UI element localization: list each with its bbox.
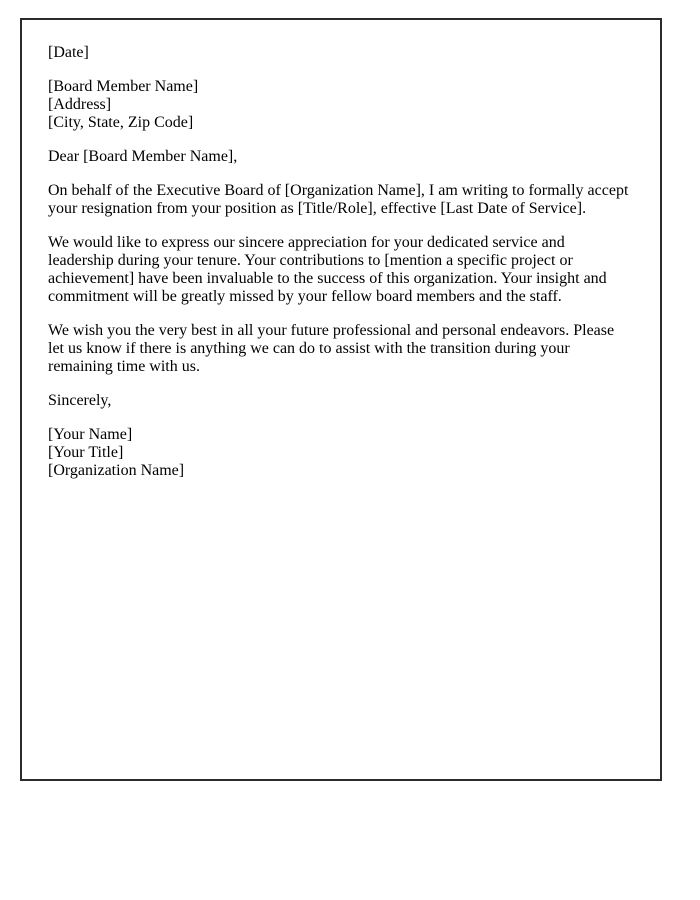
signature-title-line: [Your Title] <box>48 444 124 461</box>
closing-line: Sincerely, <box>48 392 112 409</box>
recipient-address-block <box>48 78 634 132</box>
signature-block <box>48 426 634 480</box>
salutation-line: Dear [Board Member Name], <box>48 148 238 165</box>
date-line: [Date] <box>48 44 89 61</box>
letter-page <box>20 18 662 781</box>
recipient-name-line: [Board Member Name] <box>48 78 199 95</box>
signature-name-line: [Your Name] <box>48 426 133 443</box>
body-paragraph-well-wishes: We wish you the very best in all your future professional and personal endeavors. Please let us know if there is anything we can do to assist with the transition during your remaining time with us. <box>48 322 615 375</box>
recipient-address-line: [Address] <box>48 96 112 113</box>
body-paragraph-acceptance: On behalf of the Executive Board of [Organization Name], I am writing to formally accept your resignation from your position as [Title/Role], effective [Last Date of Service]. <box>48 182 629 217</box>
recipient-city-state-zip-line: [City, State, Zip Code] <box>48 114 194 131</box>
signature-organization-line: [Organization Name] <box>48 462 185 479</box>
body-paragraph-appreciation: We would like to express our sincere appreciation for your dedicated service and leadership during your tenure. Your contributions to [mention a specific project or achievement] have been invaluable to the success of this organization. Your insight and commitment will be greatly missed by your fellow board members and the staff. <box>48 234 607 305</box>
